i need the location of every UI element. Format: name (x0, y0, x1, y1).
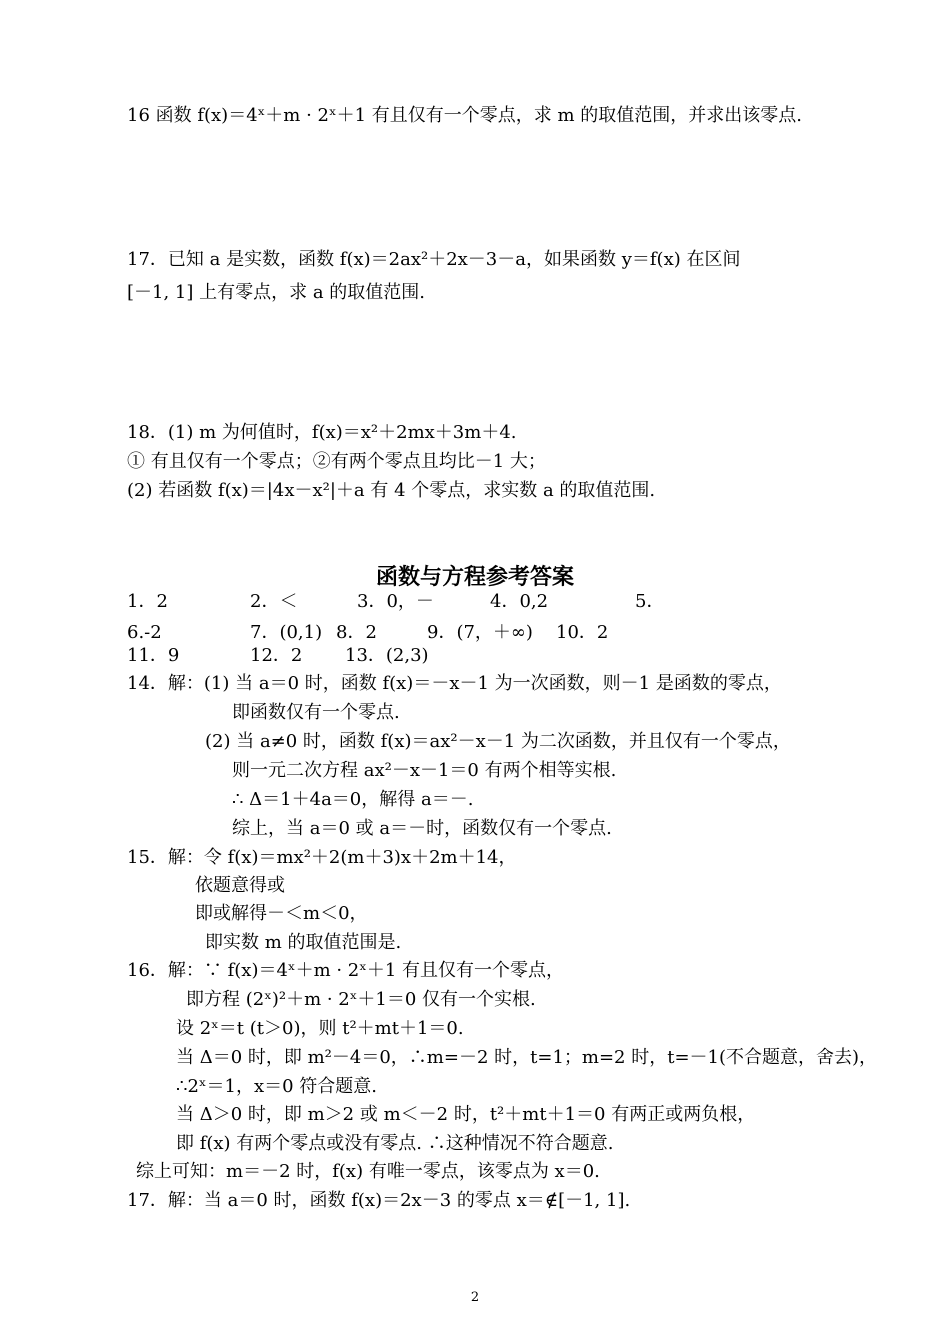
answer-10: 10．2 (556, 622, 609, 643)
answer-5: 5． (635, 591, 665, 612)
page-number: 2 (470, 1290, 480, 1305)
question-18-line-2: ① 有且仅有一个零点；②有两个零点且均比－1 大； (127, 451, 546, 472)
solution-line: 当 Δ＞0 时，即 m＞2 或 m＜－2 时，t²＋mt＋1＝0 有两正或两负根， (176, 1104, 756, 1125)
solution-line: (2) 当 a≠0 时，函数 f(x)＝ax²－x－1 为二次函数，并且仅有一个零点， (205, 731, 791, 752)
solution-line: 依题意得或 (195, 875, 285, 896)
question-18-line-3: (2) 若函数 f(x)＝|4x－x²|＋a 有 4 个零点，求实数 a 的取值范围. (127, 480, 656, 501)
solution-line: 17．解：当 a＝0 时，函数 f(x)＝2x－3 的零点 x＝∉[－1, 1]. (127, 1190, 631, 1211)
question-17-line-1: 17．已知 a 是实数，函数 f(x)＝2ax²＋2x－3－a，如果函数 y＝f(x) 在区间 (127, 249, 741, 270)
question-16: 16 函数 f(x)＝4ˣ＋m · 2ˣ＋1 有且仅有一个零点，求 m 的取值范围，并求出该零点. (127, 105, 803, 126)
answers-title: 函数与方程参考答案 (375, 565, 574, 590)
solution-line: 即 f(x) 有两个零点或没有零点. ∴这种情况不符合题意. (176, 1133, 614, 1154)
solution-line: ∴ Δ＝1＋4a＝0，解得 a＝－. (232, 789, 474, 810)
answer-13: 13．(2,3) (345, 645, 429, 666)
solution-line: 即实数 m 的取值范围是. (205, 932, 402, 953)
answer-8: 8．2 (336, 622, 377, 643)
solution-line: 综上，当 a＝0 或 a＝－时，函数仅有一个零点. (232, 818, 612, 839)
solution-line: 16．解：∵ f(x)＝4ˣ＋m · 2ˣ＋1 有且仅有一个零点， (127, 960, 565, 981)
solution-line: 设 2ˣ＝t (t＞0)，则 t²＋mt＋1＝0. (176, 1018, 464, 1039)
solution-line: 综上可知：m＝－2 时，f(x) 有唯一零点，该零点为 x＝0. (136, 1161, 600, 1182)
solution-line: 则一元二次方程 ax²－x－1＝0 有两个相等实根. (232, 760, 617, 781)
solution-line: 即函数仅有一个零点. (232, 702, 400, 723)
solution-line: 即方程 (2ˣ)²＋m · 2ˣ＋1＝0 仅有一个实根. (186, 989, 536, 1010)
answer-7: 7．(0,1) (250, 622, 323, 643)
answer-9: 9．(7，＋∞) (427, 622, 533, 643)
answer-1: 1．2 (127, 591, 168, 612)
answer-11: 11．9 (127, 645, 180, 666)
solution-line: 15．解：令 f(x)＝mx²＋2(m＋3)x＋2m＋14， (127, 847, 517, 868)
solution-line: 当 Δ＝0 时，即 m²－4＝0，∴m=－2 时，t=1；m=2 时，t=－1(不合题意，舍去)， (176, 1047, 878, 1068)
answer-12: 12．2 (250, 645, 303, 666)
question-17-line-2: [－1, 1] 上有零点，求 a 的取值范围. (127, 282, 426, 303)
solution-line: ∴2ˣ＝1，x＝0 符合题意. (176, 1076, 378, 1097)
answer-2: 2．＜ (250, 591, 298, 612)
solution-line: 14．解：(1) 当 a＝0 时，函数 f(x)＝－x－1 为一次函数，则－1 是函数的零点， (127, 673, 782, 694)
answer-3: 3．0，－ (357, 591, 434, 612)
answer-4: 4．0,2 (490, 591, 549, 612)
question-18-line-1: 18．(1) m 为何值时，f(x)＝x²＋2mx＋3m＋4. (127, 422, 517, 443)
solution-line: 即或解得－＜m＜0， (195, 903, 368, 924)
answer-6: 6.-2 (127, 622, 162, 643)
